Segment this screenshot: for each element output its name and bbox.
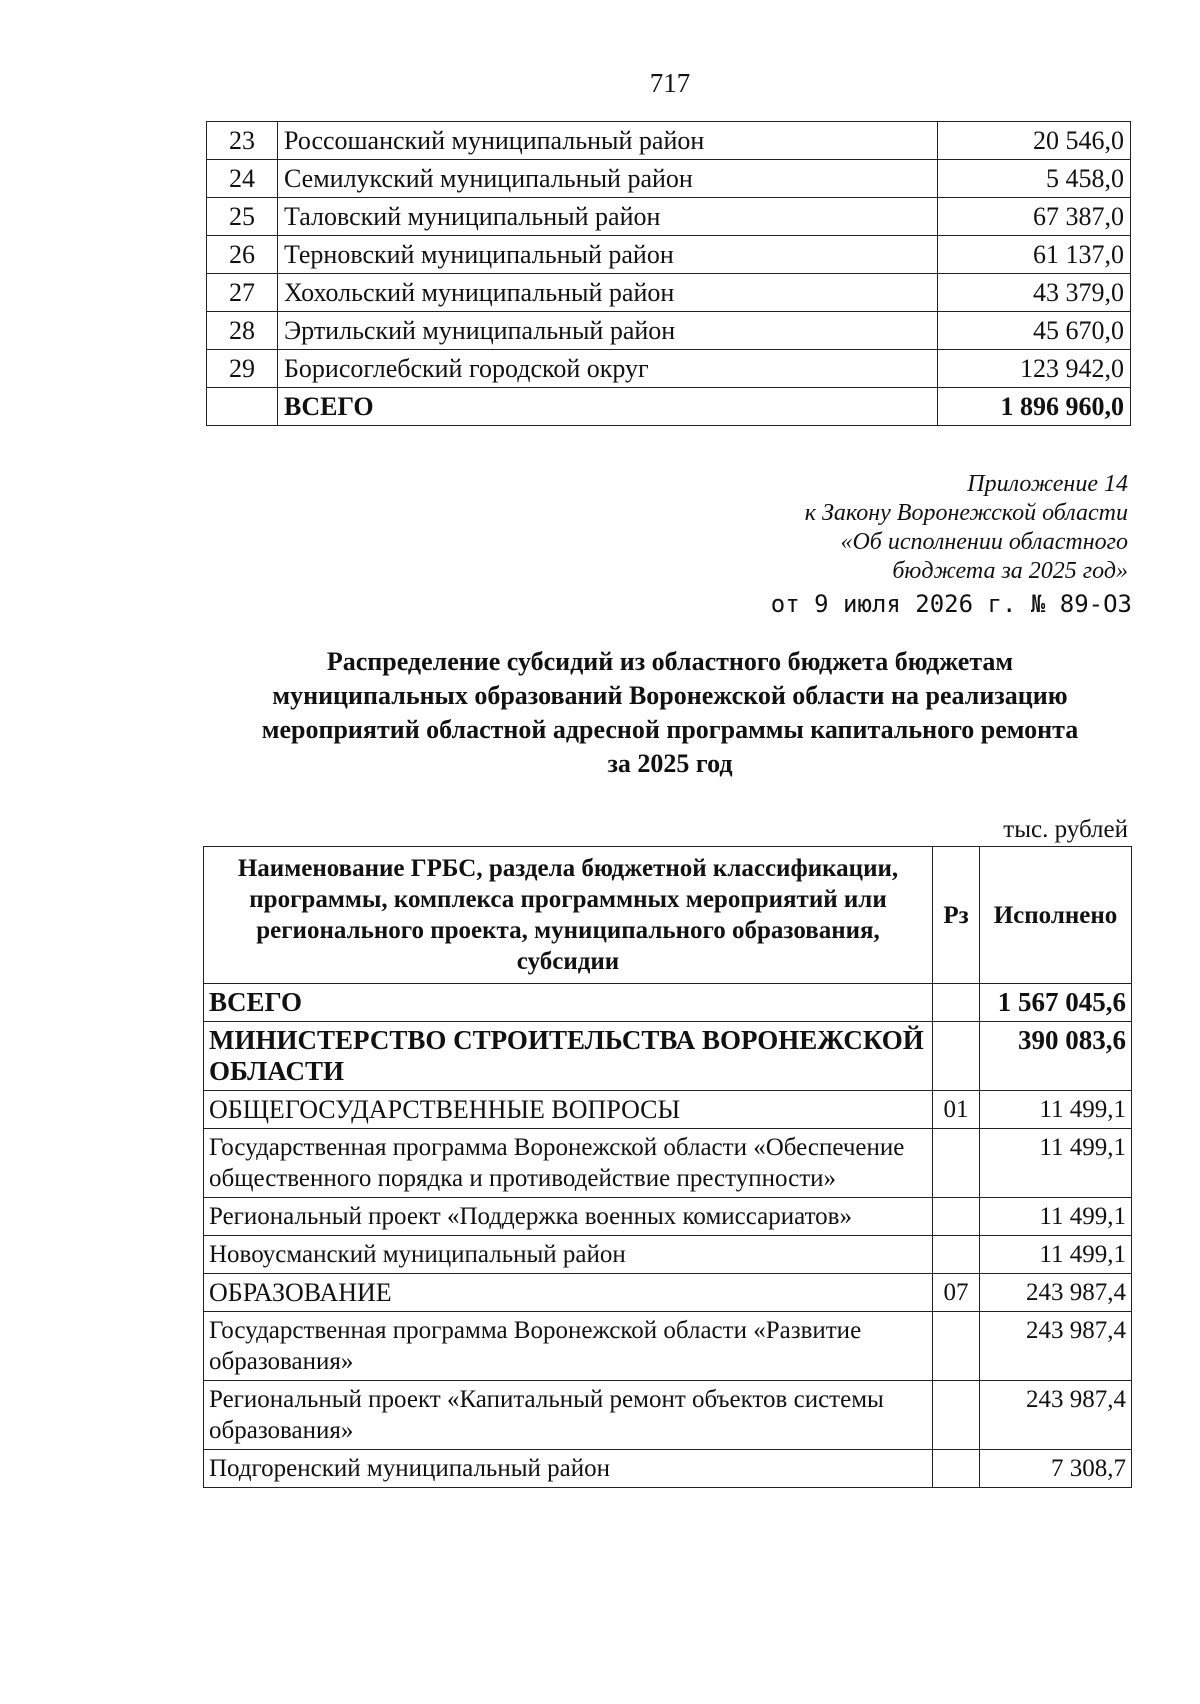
row-number [207, 388, 278, 426]
row-amount: 1 567 045,6 [980, 984, 1132, 1022]
row-amount: 11 499,1 [980, 1236, 1132, 1274]
row-name: Региональный проект «Поддержка военных комиссариатов» [204, 1198, 933, 1236]
row-number: 23 [207, 122, 278, 160]
row-name: ОБЩЕГОСУДАРСТВЕННЫЕ ВОПРОСЫ [204, 1091, 933, 1129]
appendix-note [805, 470, 1128, 586]
table-row [204, 1450, 1132, 1488]
table-row [204, 1129, 1132, 1198]
row-amount: 11 499,1 [980, 1198, 1132, 1236]
district-totals-table [206, 121, 1131, 426]
page-number: 717 [649, 68, 691, 98]
table-row [207, 160, 1131, 198]
amount: 123 942,0 [938, 350, 1131, 388]
row-number: 26 [207, 236, 278, 274]
row-name: МИНИСТЕРСТВО СТРОИТЕЛЬСТВА ВОРОНЕЖСКОЙ ОБЛАСТИ [204, 1022, 933, 1091]
row-number: 25 [207, 198, 278, 236]
row-name: ОБРАЗОВАНИЕ [204, 1274, 933, 1312]
row-amount: 243 987,4 [980, 1312, 1132, 1381]
table-row [207, 312, 1131, 350]
table-row [207, 350, 1131, 388]
district-name: Борисоглебский городской округ [278, 350, 938, 388]
amount: 61 137,0 [938, 236, 1131, 274]
table-row [204, 1274, 1132, 1312]
table-row [207, 274, 1131, 312]
row-name: Региональный проект «Капитальный ремонт объектов системы образования» [204, 1381, 933, 1450]
district-name: Хохольский муниципальный район [278, 274, 938, 312]
row-rz [933, 984, 980, 1022]
row-amount: 7 308,7 [980, 1450, 1132, 1488]
row-rz [933, 1450, 980, 1488]
row-amount: 243 987,4 [980, 1381, 1132, 1450]
total-row [207, 388, 1131, 426]
row-name: Государственная программа Воронежской области «Развитие образования» [204, 1312, 933, 1381]
district-name: Семилукский муниципальный район [278, 160, 938, 198]
row-number: 28 [207, 312, 278, 350]
row-rz [933, 1236, 980, 1274]
appendix-line: Приложение 14 [967, 471, 1128, 497]
table-row [204, 1198, 1132, 1236]
amount: 20 546,0 [938, 122, 1131, 160]
row-rz [933, 1312, 980, 1381]
row-number: 27 [207, 274, 278, 312]
document-title [200, 645, 1140, 781]
total-label: ВСЕГО [278, 388, 938, 426]
district-name: Терновский муниципальный район [278, 236, 938, 274]
row-rz [933, 1129, 980, 1198]
district-name: Эртильский муниципальный район [278, 312, 938, 350]
row-amount: 243 987,4 [980, 1274, 1132, 1312]
row-name: Подгоренский муниципальный район [204, 1450, 933, 1488]
row-rz [933, 1022, 980, 1091]
row-rz: 07 [933, 1274, 980, 1312]
table-row [204, 1022, 1132, 1091]
table-row [204, 1312, 1132, 1381]
appendix-line: к Закону Воронежской области [804, 500, 1128, 526]
row-name: Новоусманский муниципальный район [204, 1236, 933, 1274]
row-number: 29 [207, 350, 278, 388]
table-row [204, 1236, 1132, 1274]
amount: 43 379,0 [938, 274, 1131, 312]
title-line: Распределение субсидий из областного бюджета бюджетам [326, 647, 1014, 676]
table-header [204, 847, 1132, 984]
amount: 45 670,0 [938, 312, 1131, 350]
row-amount: 390 083,6 [980, 1022, 1132, 1091]
table-row [204, 1381, 1132, 1450]
amount: 5 458,0 [938, 160, 1131, 198]
table-row [207, 122, 1131, 160]
row-rz [933, 1381, 980, 1450]
header-amount: Исполнено [980, 847, 1132, 984]
row-number: 24 [207, 160, 278, 198]
row-name: Государственная программа Воронежской области «Обеспечение общественного порядка и противодействие преступности» [204, 1129, 933, 1198]
amount: 67 387,0 [938, 198, 1131, 236]
row-amount: 11 499,1 [980, 1091, 1132, 1129]
row-rz [933, 1198, 980, 1236]
subsidy-table [203, 846, 1132, 1488]
table-row [204, 984, 1132, 1022]
row-amount: 11 499,1 [980, 1129, 1132, 1198]
decree-stamp: от 9 июля 2026 г. № 89-ОЗ [770, 590, 1132, 618]
header-rz: Рз [933, 847, 980, 984]
district-name: Таловский муниципальный район [278, 198, 938, 236]
table-row [207, 198, 1131, 236]
units-label: тыс. рублей [1003, 816, 1128, 843]
total-amount: 1 896 960,0 [938, 388, 1131, 426]
district-name: Россошанский муниципальный район [278, 122, 938, 160]
title-line: муниципальных образований Воронежской области на реализацию [272, 681, 1068, 710]
title-line: за 2025 год [607, 749, 733, 778]
header-name: Наименование ГРБС, раздела бюджетной классификации, программы, комплекса программных мероприятий или регионального проекта, муниципального образования, субсидии [204, 847, 933, 984]
appendix-line: бюджета за 2025 год» [892, 558, 1128, 584]
table-row [207, 236, 1131, 274]
row-name: ВСЕГО [204, 984, 933, 1022]
row-rz: 01 [933, 1091, 980, 1129]
title-line: мероприятий областной адресной программы капитального ремонта [261, 715, 1079, 744]
table-row [204, 1091, 1132, 1129]
appendix-line: «Об исполнении областного [840, 529, 1128, 555]
